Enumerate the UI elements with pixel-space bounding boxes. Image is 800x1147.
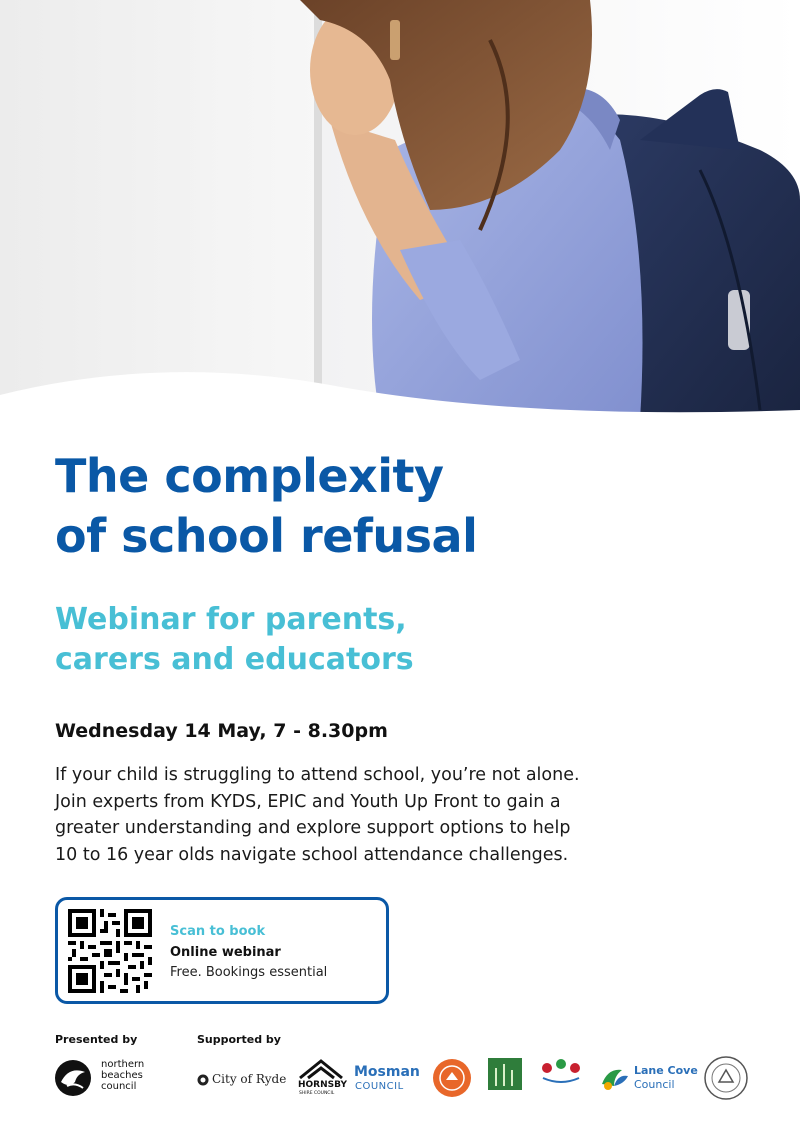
mosman-subtext: COUNCIL: [355, 1081, 404, 1092]
ryde-mark-icon: [197, 1074, 209, 1086]
description-line-3: greater understanding and explore support options to help: [55, 818, 571, 838]
supported-by-label: Supported by: [197, 1033, 281, 1046]
subtitle-line-2: carers and educators: [55, 642, 414, 677]
lane-cove-wordmark: Lane Cove: [634, 1064, 698, 1077]
online-webinar-label: Online webinar: [170, 945, 281, 960]
booking-box[interactable]: [55, 897, 389, 1004]
mosman-council-logo: [354, 1064, 422, 1094]
lane-cove-mark-icon: [600, 1064, 630, 1092]
city-of-ryde-logo: [197, 1072, 289, 1090]
kuringgai-tree-icon: [488, 1058, 522, 1090]
hunters-hill-council-logo: [704, 1056, 748, 1100]
hornsby-subtext: SHIRE COUNCIL: [299, 1091, 335, 1096]
subtitle: [55, 600, 414, 680]
description-line-1: If your child is struggling to attend school, you’re not alone.: [55, 765, 580, 785]
subtitle-line-1: Webinar for parents,: [55, 602, 407, 637]
title-line-2: of school refusal: [55, 509, 478, 563]
mosman-wordmark: Mosman: [354, 1064, 420, 1080]
title-line-1: The complexity: [55, 449, 444, 503]
northern-beaches-mark-icon: [53, 1058, 95, 1098]
willoughby-mark-icon: [539, 1058, 583, 1084]
description-line-4: 10 to 16 year olds navigate school attendance challenges.: [55, 844, 569, 865]
lane-cove-subtext: Council: [634, 1078, 675, 1091]
north-sydney-council-logo: [432, 1058, 472, 1098]
northern-beaches-council-logo: [53, 1058, 183, 1098]
lane-cove-council-logo: [600, 1062, 698, 1096]
student-illustration: [0, 0, 800, 440]
northern-beaches-wordmark: [101, 1059, 144, 1092]
nb-word-1: northern: [101, 1059, 145, 1070]
booking-note: Free. Bookings essential: [170, 965, 328, 980]
hornsby-wordmark: HORNSBY: [298, 1080, 348, 1090]
north-sydney-seal-icon: [432, 1058, 472, 1098]
event-description: [55, 762, 755, 868]
scan-to-book-label: Scan to book: [170, 924, 266, 939]
hero-photo: [0, 0, 800, 440]
hornsby-mark-icon: [298, 1058, 344, 1080]
nb-word-3: council: [101, 1081, 137, 1092]
event-date: Wednesday 14 May, 7 - 8.30pm: [55, 720, 388, 742]
willoughby-city-council-logo: [536, 1058, 586, 1100]
ryde-wordmark: City of Ryde: [212, 1072, 287, 1086]
kuringgai-council-logo: [488, 1058, 522, 1100]
qr-code-icon[interactable]: [68, 909, 152, 993]
page-title: [55, 446, 477, 566]
description-line-2: Join experts from KYDS, EPIC and Youth Up Front to gain a: [55, 791, 561, 812]
nb-word-2: beaches: [101, 1070, 143, 1081]
presented-by-label: Presented by: [55, 1033, 138, 1046]
hornsby-shire-council-logo: [296, 1058, 346, 1100]
hunters-hill-seal-icon: [704, 1056, 748, 1100]
